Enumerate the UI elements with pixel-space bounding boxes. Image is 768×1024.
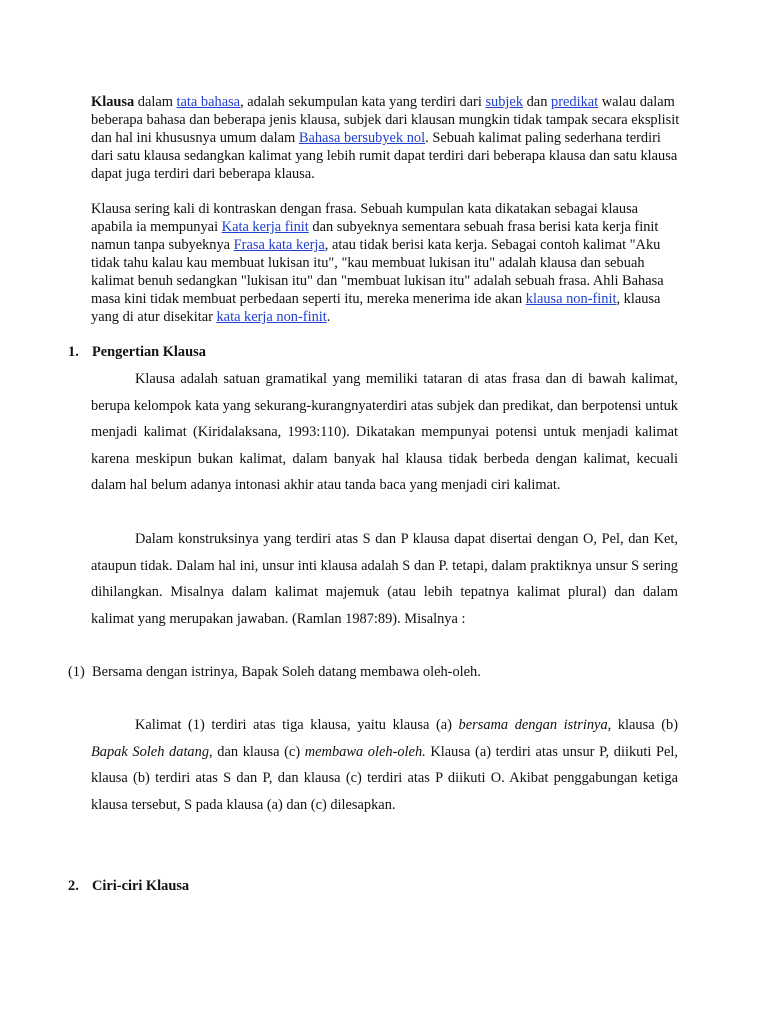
text-run: walau dalam beberapa bahasa dan beberapa jenis klausa, subjek dari klausan mungkin tidak tampak secara eksplisit dan hal ini khususnya umum dalam	[91, 94, 680, 146]
italic-phrase: membawa oleh-oleh.	[304, 743, 426, 760]
italic-phrase: Bapak Soleh datang	[91, 743, 210, 760]
text-run: dan subyeknya sementara sebuah frasa berisi kata kerja finit namun tanpa subyeknya	[91, 219, 659, 253]
text-run: .	[326, 309, 331, 325]
text-run: Klausa sering kali di kontraskan dengan frasa. Sebuah kumpulan kata dikatakan sebagai klausa apabila ia mempunyai	[91, 201, 639, 235]
intro-paragraph-2	[91, 200, 681, 326]
text-run: Klausa adalah satuan gramatikal yang memiliki tataran di atas frasa dan di bawah kalimat, berupa kelompok kata yang sekurang-kurangnyaterdiri atas subjek dan predikat, dan berpotensi untuk menjadi kalimat (Kiridalaksana, 1993:110). Dikatakan mempunyai potensi untuk menjadi kalimat karena meskipun bukan kalimat, dalam banyak hal klausa tidak berbeda dengan kalimat, kecuali dalam hal belum adanya intonasi akhir atau tanda baca yang menjadi ciri kalimat.	[91, 371, 678, 494]
bold-term: Klausa	[91, 94, 135, 110]
wiki-link[interactable]: tata bahasa	[176, 94, 241, 110]
italic-phrase: bersama dengan istrinya,	[458, 717, 612, 733]
text-run: , adalah sekumpulan kata yang terdiri dari	[240, 94, 486, 110]
section-heading-ciri-ciri	[68, 878, 189, 895]
wiki-link[interactable]: kata kerja non-finit	[216, 309, 327, 325]
text-run: klausa (b)	[611, 717, 678, 733]
wiki-link[interactable]: Bahasa bersubyek nol	[298, 130, 426, 146]
wiki-link[interactable]: klausa non-finit	[525, 291, 617, 307]
text-run: , atau tidak berisi kata kerja. Sebagai contoh kalimat "Aku tidak tahu kalau kau membuat lukisan itu", "kau membuat lukisan itu" adalah klausa dan sebuah kalimat benuh sedangkan "lukisan itu" dan "membuat lukisan itu" adalah sebuah frasa. Ahli Bahasa masa kini tidak membuat perbedaan seperti itu, mereka menerima ide akan	[91, 237, 664, 307]
section1-paragraph-2	[91, 526, 678, 632]
text-run: Kalimat (1) terdiri atas tiga klausa, yaitu klausa (a)	[135, 717, 459, 733]
example-text: Bersama dengan istrinya, Bapak Soleh datang membawa oleh-oleh.	[92, 664, 481, 680]
section1-paragraph-1	[91, 366, 678, 499]
text-run: dalam	[134, 94, 177, 110]
text-run: Klausa (a) terdiri atas unsur P, diikuti Pel, klausa (b) terdiri atas S dan P, dan klausa (c) terdiri atas P diikuti O. Akibat penggabungan ketiga klausa tersebut, S pada klausa (a) dan (c) dilesapkan.	[91, 743, 679, 813]
section-heading-pengertian	[68, 344, 206, 361]
section-number: 1.	[68, 344, 79, 360]
text-run: dan	[523, 94, 551, 110]
section-title: Pengertian Klausa	[92, 344, 206, 360]
example-sentence	[68, 664, 481, 681]
example-number: (1)	[68, 664, 85, 680]
section-number: 2.	[68, 878, 79, 894]
wiki-link[interactable]: predikat	[551, 94, 599, 110]
text-run: , dan klausa (c)	[209, 743, 305, 760]
text-run: . Sebuah kalimat paling sederhana terdiri dari satu klausa sedangkan kalimat yang lebih rumit dapat terdiri dari beberapa klausa dan satu klausa dapat juga terdiri dari beberapa klausa.	[91, 130, 678, 182]
text-run: Dalam konstruksinya yang terdiri atas S dan P klausa dapat disertai dengan O, Pel, dan Ket, ataupun tidak. Dalam hal ini, unsur inti klausa adalah S dan P. tetapi, dalam praktiknya unsur S sering dihilangkan. Misalnya dalam kalimat majemuk (atau lebih tepatnya kalimat plural) dan dalam kalimat yang merupakan jawaban. (Ramlan 1987:89). Misalnya :	[91, 531, 678, 627]
wiki-link[interactable]: Frasa kata kerja	[233, 237, 325, 253]
text-run: , klausa yang di atur disekitar	[91, 291, 661, 325]
section1-paragraph-3	[91, 712, 678, 818]
wiki-link[interactable]: Kata kerja finit	[221, 219, 309, 235]
section-title: Ciri-ciri Klausa	[92, 878, 190, 894]
intro-paragraph-1	[91, 93, 681, 183]
wiki-link[interactable]: subjek	[485, 94, 524, 110]
